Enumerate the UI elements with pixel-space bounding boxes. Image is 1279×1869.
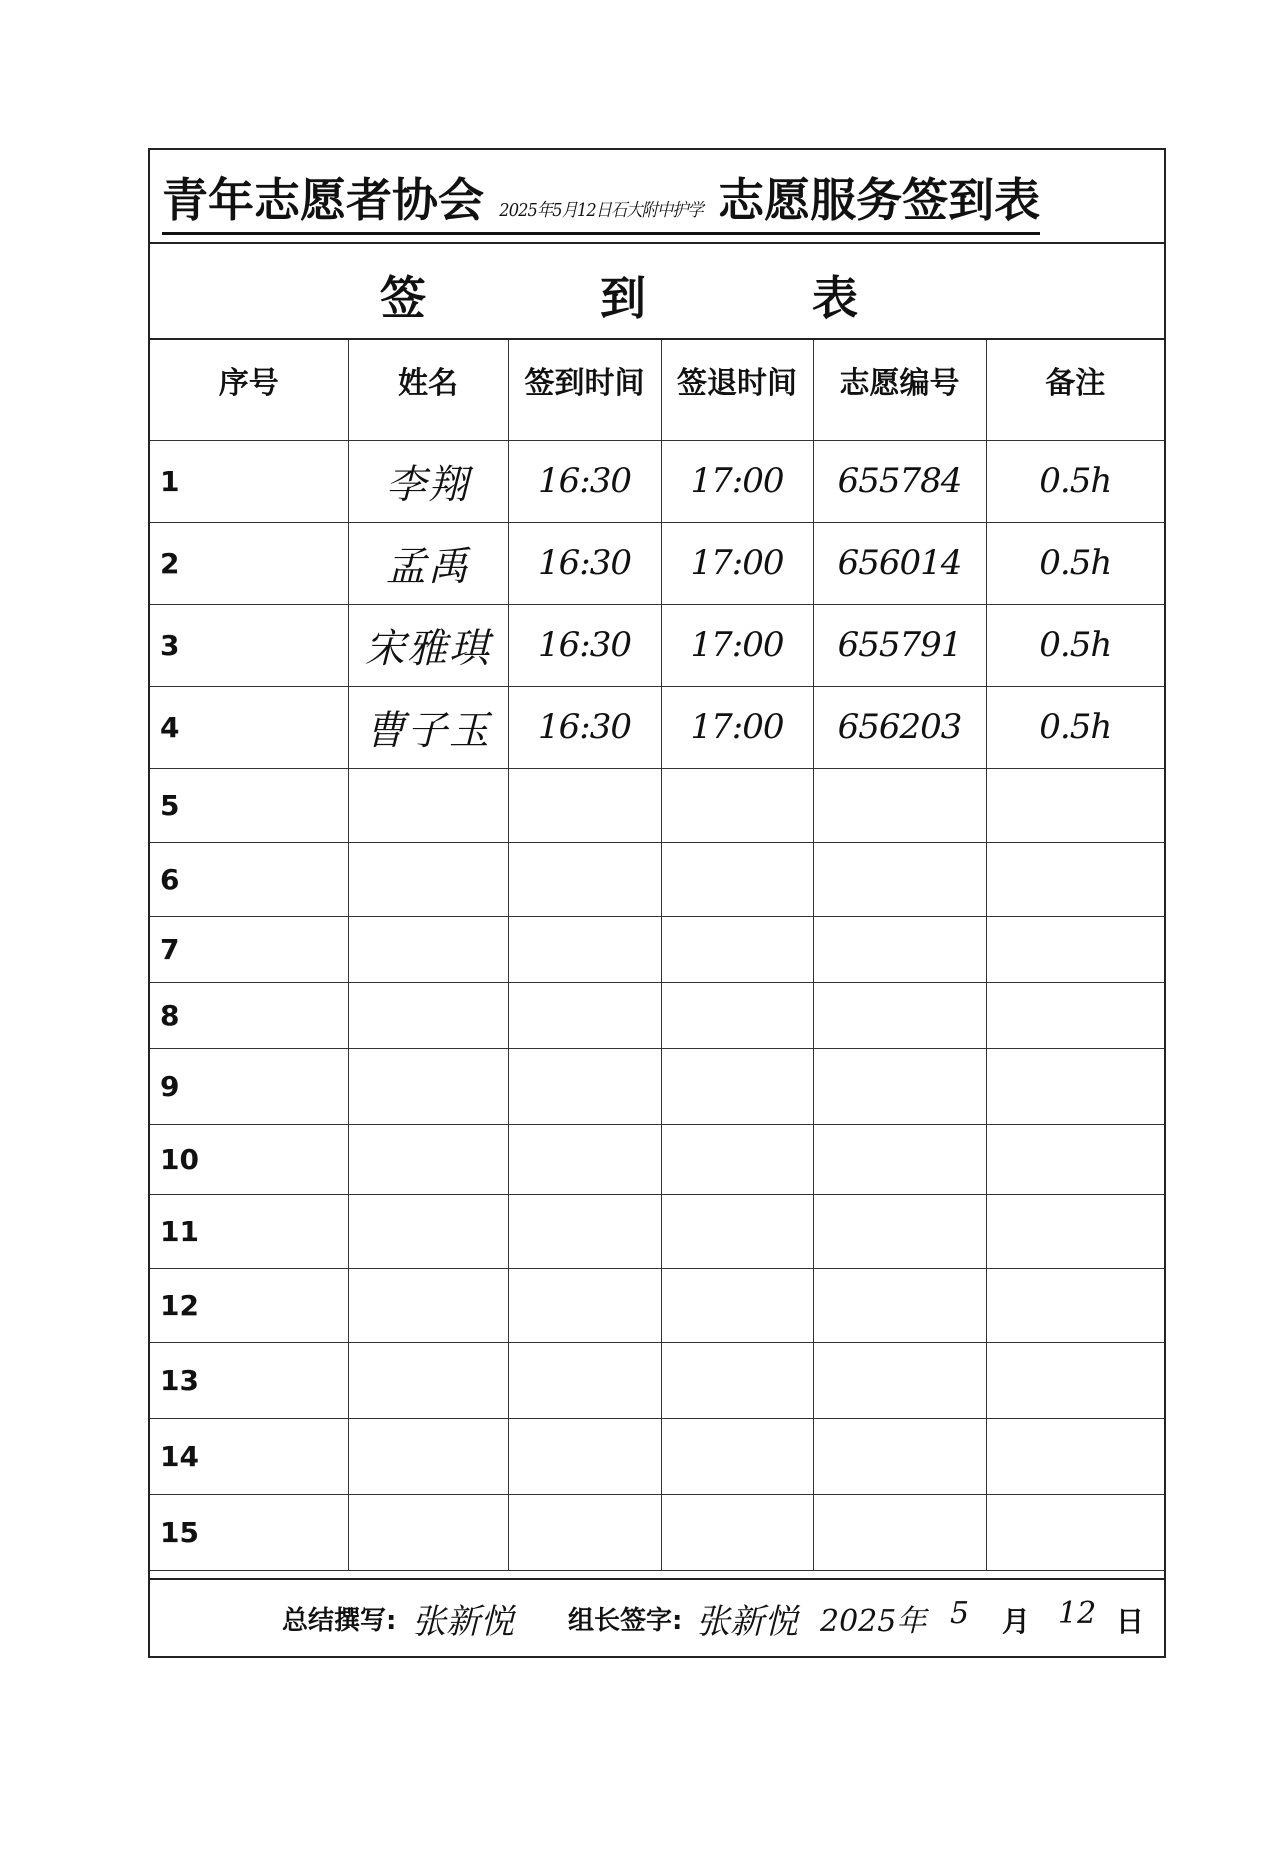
- cell-checkout-time: [661, 982, 813, 1048]
- table-row: [150, 982, 1164, 1048]
- cell-note: [986, 916, 1164, 982]
- cell-volunteer-id: [813, 1194, 986, 1268]
- leader-signature: 张新悦: [696, 1602, 798, 1642]
- cell-volunteer-id: 655791: [813, 604, 986, 686]
- table-row: [150, 1194, 1164, 1268]
- cell-index: 14: [150, 1418, 348, 1494]
- cell-volunteer-id: 656203: [813, 686, 986, 768]
- header-checkin-time: 签到时间: [508, 340, 661, 440]
- cell-checkin-time: [508, 1048, 661, 1124]
- footer-month-value: 5: [950, 1596, 970, 1631]
- cell-index: 2: [150, 522, 348, 604]
- table-row: [150, 916, 1164, 982]
- cell-checkin-time: [508, 1194, 661, 1268]
- cell-checkout-time: 17:00: [661, 440, 813, 522]
- cell-volunteer-id: [813, 1124, 986, 1194]
- table-row: [150, 842, 1164, 916]
- footer-day-value: 12: [1058, 1596, 1097, 1631]
- table-row: [150, 1268, 1164, 1342]
- cell-volunteer-id: [813, 1268, 986, 1342]
- cell-checkin-time: [508, 1124, 661, 1194]
- footer-year: 2025年: [820, 1604, 927, 1639]
- cell-checkout-time: [661, 916, 813, 982]
- cell-checkout-time: 17:00: [661, 522, 813, 604]
- summary-label: 总结撰写:: [282, 1606, 397, 1636]
- cell-volunteer-id: [813, 1048, 986, 1124]
- cell-note: [986, 1494, 1164, 1570]
- title-handwritten-event: 2025年5月12日石大附中护学: [499, 200, 703, 221]
- cell-checkout-time: [661, 842, 813, 916]
- cell-index: 4: [150, 686, 348, 768]
- cell-checkout-time: [661, 1342, 813, 1418]
- table-row: [150, 1418, 1164, 1494]
- cell-note: [986, 1268, 1164, 1342]
- cell-note: [986, 842, 1164, 916]
- cell-checkout-time: 17:00: [661, 604, 813, 686]
- cell-name: 曹子玉: [348, 686, 508, 768]
- cell-volunteer-id: [813, 842, 986, 916]
- cell-index: 1: [150, 440, 348, 522]
- title-suffix: 志愿服务签到表: [718, 173, 1041, 227]
- cell-volunteer-id: [813, 982, 986, 1048]
- cell-index: 13: [150, 1342, 348, 1418]
- cell-name: [348, 1342, 508, 1418]
- cell-volunteer-id: [813, 1494, 986, 1570]
- cell-name: [348, 842, 508, 916]
- cell-volunteer-id: [813, 916, 986, 982]
- header-checkout-time: 签退时间: [661, 340, 813, 440]
- footer-day-unit: 日: [1116, 1605, 1145, 1638]
- subtitle-char-3: 表: [812, 271, 858, 325]
- table-row: [150, 1342, 1164, 1418]
- cell-checkin-time: 16:30: [508, 440, 661, 522]
- cell-name: [348, 1048, 508, 1124]
- cell-name: [348, 768, 508, 842]
- summary-signature: 张新悦: [412, 1602, 514, 1642]
- cell-checkout-time: [661, 768, 813, 842]
- cell-checkout-time: [661, 1418, 813, 1494]
- cell-checkin-time: 16:30: [508, 522, 661, 604]
- cell-name: 宋雅琪: [348, 604, 508, 686]
- cell-checkin-time: [508, 916, 661, 982]
- cell-index: 9: [150, 1048, 348, 1124]
- cell-note: 0.5h: [986, 686, 1164, 768]
- cell-checkin-time: [508, 842, 661, 916]
- signin-sheet: [148, 148, 1166, 1658]
- cell-note: [986, 1418, 1164, 1494]
- table-row: [150, 604, 1164, 686]
- cell-name: 李翔: [348, 440, 508, 522]
- cell-note: [986, 1048, 1164, 1124]
- leader-label: 组长签字:: [568, 1606, 683, 1636]
- cell-checkin-time: [508, 982, 661, 1048]
- cell-index: 6: [150, 842, 348, 916]
- cell-volunteer-id: [813, 1418, 986, 1494]
- cell-name: [348, 1124, 508, 1194]
- cell-volunteer-id: [813, 768, 986, 842]
- title-line: [162, 164, 1040, 235]
- cell-checkout-time: [661, 1048, 813, 1124]
- cell-index: 5: [150, 768, 348, 842]
- cell-volunteer-id: 655784: [813, 440, 986, 522]
- table-row: [150, 686, 1164, 768]
- cell-index: 7: [150, 916, 348, 982]
- cell-checkin-time: 16:30: [508, 686, 661, 768]
- title-row: [150, 150, 1164, 244]
- cell-checkin-time: 16:30: [508, 604, 661, 686]
- cell-note: [986, 768, 1164, 842]
- table-row: [150, 768, 1164, 842]
- cell-note: [986, 1342, 1164, 1418]
- cell-index: 10: [150, 1124, 348, 1194]
- cell-checkout-time: [661, 1268, 813, 1342]
- header-name: 姓名: [348, 340, 508, 440]
- title-org: 青年志愿者协会: [162, 173, 484, 227]
- table-row: [150, 522, 1164, 604]
- cell-note: [986, 1124, 1164, 1194]
- cell-name: [348, 916, 508, 982]
- cell-checkin-time: [508, 1342, 661, 1418]
- cell-note: 0.5h: [986, 440, 1164, 522]
- cell-index: 8: [150, 982, 348, 1048]
- table-row: [150, 1124, 1164, 1194]
- table-row: [150, 1494, 1164, 1570]
- header-note: 备注: [986, 340, 1164, 440]
- cell-name: [348, 1268, 508, 1342]
- cell-note: 0.5h: [986, 522, 1164, 604]
- footer-month-unit: 月: [1002, 1605, 1031, 1638]
- cell-name: [348, 982, 508, 1048]
- header-index: 序号: [150, 340, 348, 440]
- cell-note: [986, 1194, 1164, 1268]
- signin-table: [150, 340, 1164, 1571]
- cell-checkout-time: [661, 1494, 813, 1570]
- cell-checkin-time: [508, 1418, 661, 1494]
- cell-index: 3: [150, 604, 348, 686]
- cell-name: [348, 1418, 508, 1494]
- cell-volunteer-id: 656014: [813, 522, 986, 604]
- cell-checkin-time: [508, 1494, 661, 1570]
- subtitle-char-1: 签: [380, 271, 426, 325]
- cell-checkout-time: 17:00: [661, 686, 813, 768]
- cell-checkout-time: [661, 1124, 813, 1194]
- cell-checkout-time: [661, 1194, 813, 1268]
- header-volunteer-id: 志愿编号: [813, 340, 986, 440]
- cell-note: [986, 982, 1164, 1048]
- cell-index: 15: [150, 1494, 348, 1570]
- cell-note: 0.5h: [986, 604, 1164, 686]
- table-row: [150, 440, 1164, 522]
- footer-row: [150, 1578, 1164, 1656]
- cell-index: 12: [150, 1268, 348, 1342]
- cell-volunteer-id: [813, 1342, 986, 1418]
- cell-name: 孟禹: [348, 522, 508, 604]
- subtitle-char-2: 到: [600, 271, 646, 325]
- cell-checkin-time: [508, 1268, 661, 1342]
- cell-name: [348, 1494, 508, 1570]
- subtitle-row: [150, 244, 1164, 340]
- table-header-row: [150, 340, 1164, 440]
- cell-checkin-time: [508, 768, 661, 842]
- cell-name: [348, 1194, 508, 1268]
- table-row: [150, 1048, 1164, 1124]
- cell-index: 11: [150, 1194, 348, 1268]
